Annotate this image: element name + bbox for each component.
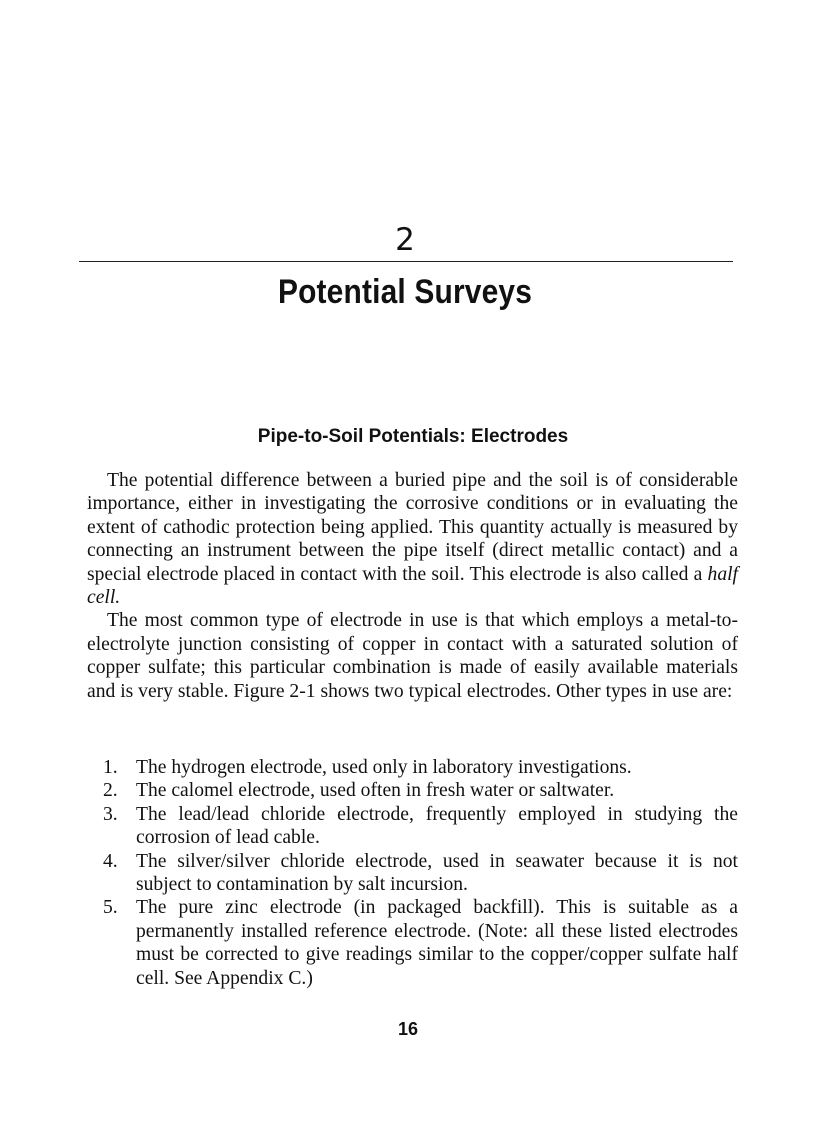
chapter-divider — [79, 261, 733, 262]
list-item-text: The calomel electrode, used often in fresh water or saltwater. — [136, 780, 615, 802]
list-item — [103, 803, 738, 850]
list-item — [103, 850, 738, 897]
list-item-number: 3. — [103, 803, 118, 825]
list-item-text: The lead/lead chloride electrode, frequently employed in studying the corrosion of lead cable. — [136, 803, 738, 849]
list-item — [103, 779, 738, 802]
paragraph-1 — [87, 469, 738, 609]
list-item — [103, 756, 738, 779]
chapter-number: 2 — [395, 222, 415, 258]
body-text — [87, 469, 738, 703]
list-item-number: 5. — [103, 897, 118, 919]
page-number: 16 — [397, 1019, 419, 1039]
electrode-types-list — [103, 756, 738, 990]
list-item-text: The hydrogen electrode, used only in laboratory investigations. — [136, 757, 632, 778]
list-item — [103, 896, 738, 990]
list-item-text: The silver/silver chloride electrode, used in seawater because it is not subject to contamination by salt incursion. — [136, 850, 738, 896]
paragraph-1-italic-term: half cell. — [87, 563, 738, 609]
section-heading: Pipe-to-Soil Potentials: Electrodes — [257, 426, 569, 447]
chapter-title: Potential Surveys — [277, 273, 533, 311]
paragraph-1-text: The potential difference between a buried pipe and the soil is of considerable importance, either in investigating the corrosive conditions or in evaluating the extent of cathodic protection being applied. This quantity actually is measured by connecting an instrument between the pipe itself (direct metallic contact) and a special electrode placed in contact with the soil. This electrode is also called a — [87, 470, 738, 585]
list-item-number: 1. — [103, 757, 118, 778]
list-item-number: 2. — [103, 780, 118, 802]
list-item-text: The pure zinc electrode (in packaged backfill). This is suitable as a permanently installed reference electrode. (Note: all these listed electrodes must be corrected to give readings similar to the copper/copper sulfate half cell. See Appendix C.) — [136, 897, 738, 989]
list-item-number: 4. — [103, 850, 118, 872]
paragraph-2: The most common type of electrode in use is that which employs a metal-to-electrolyte junction consisting of copper in contact with a saturated solution of copper sulfate; this particular combination is made of easily available materials and is very stable. Figure 2-1 shows two typical electrodes. Other types in use are: — [87, 610, 738, 702]
